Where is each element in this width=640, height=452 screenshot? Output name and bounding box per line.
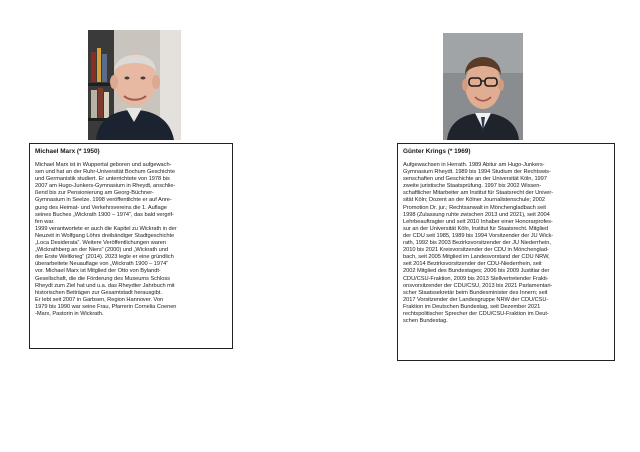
portrait-guenter-krings — [443, 33, 523, 140]
bio-line: 1998 (Zulassung ruhte zwischen 2013 und 2021), seit 2004 — [403, 211, 550, 218]
bio-line: Michael Marx ist in Wuppertal geboren und aufgewach- — [35, 162, 172, 168]
bio-line: seit 2014 Bezirksvorsitzender der CDU-Niederrhein, seit — [403, 261, 542, 268]
bio-line: Er lebt seit 2007 in Garbsen, Region Hannover. Von — [35, 296, 164, 303]
bio-text — [403, 162, 609, 325]
bio-line: der Erste Weltkrieg“ (2014). 2023 legte er eine gründlich — [35, 254, 174, 261]
bio-line: CDU/CSU-Fraktion, 2009 bis 2013 Stellvertretender Frakti- — [403, 275, 549, 282]
bio-line: senschaften und Geschichte an der Universität Köln, 1997 — [403, 176, 547, 183]
bio-line: 2007 am Hugo-Junkers-Gymnasium in Rheydt, anschlie- — [35, 183, 176, 190]
bio-line: bach, seit 2005 Mitglied im Landesvorstand der CDU NRW, — [403, 254, 550, 261]
bio-line: und Germanistik studiert. Er unterrichtete von 1978 bis — [35, 176, 170, 183]
bio-card-guenter-krings — [397, 143, 615, 361]
bio-line: seines Buches „Wickrath 1900 – 1974“, das bald vergrif- — [35, 211, 174, 218]
bio-line: Fraktion im Deutschen Bundestag, seit Dezember 2021 — [403, 303, 541, 310]
bio-line: ßend bis zur Pensionierung am Georg-Büchner- — [35, 190, 154, 197]
bio-line: onsvorsitzender der CDU/CSU, 2013 bis 2021 Parlamentari- — [403, 282, 553, 289]
bio-line: Lehrbeauftragter und seit 2010 Inhaber einer Honorarprofes- — [403, 218, 553, 225]
bio-line: Gesellschaft, die die Förderung des Museums Schloss — [35, 275, 170, 282]
bio-line: sen und hat an der Ruhr-Universität Bochum Geschichte — [35, 169, 175, 176]
bio-line: rechtspolitischer Sprecher der CDU/CSU-Fraktion im Deut- — [403, 310, 549, 317]
bio-title: Michael Marx (* 1950) — [35, 148, 100, 155]
bio-text — [35, 162, 227, 318]
bio-line: Aufgewachsen in Herrath. 1989 Abitur am Hugo-Junkers- — [403, 162, 545, 168]
bio-line: 2010 bis 2021 Kreisvorsitzender der CDU in Mönchenglad- — [403, 247, 549, 254]
bio-line: 2017 Vorsitzender der Landesgruppe NRW der CDU/CSU- — [403, 296, 549, 303]
portrait-michael-marx — [88, 30, 181, 140]
bio-line: gung des Heimat- und Verkehrsvereins die 1. Auflage — [35, 204, 167, 211]
bio-line: 1979 bis 1990 war seine Frau, Pfarrerin Cornelia Coenen — [35, 303, 177, 310]
bio-line: schaftlicher Mitarbeiter am Institut für Staatsrecht der Univer- — [403, 190, 554, 197]
bio-line: historischen Beiträgen zur Gesamtstadt herausgibt. — [35, 289, 162, 296]
bio-line: scher Staatssekretär beim Bundesminister des Innern; seit — [403, 289, 548, 296]
person-portrait-icon — [88, 30, 181, 140]
bio-line: sität Köln; Dozent an der Kölner Journalistenschule; 2002 — [403, 197, 545, 204]
bio-line: 1999 verantwortete er auch die Kapitel zu Wickrath in der — [35, 225, 177, 232]
bio-line: fen war. — [35, 218, 55, 225]
bio-line: Neuzeit in Wolfgang Löhrs dreibändiger Stadtgeschichte — [35, 232, 175, 239]
bio-line: zweite juristische Staatsprüfung. 1997 bis 2002 Wissen- — [403, 183, 542, 190]
bio-line: Gymnasium Rheydt. 1989 bis 1994 Studium der Rechtswis- — [403, 169, 551, 176]
bio-line: überarbeitete Neuauflage von „Wickrath 1900 – 1974“ — [35, 261, 169, 268]
bio-line: sur an der Universität Köln, Institut für Staatsrecht. Mitglied — [403, 225, 549, 232]
bio-line: „Wickrathberg an der Niers“ (2000) und „Wickrath und — [35, 247, 169, 254]
bio-line: rath, 1992 bis 2003 Bezirksvorsitzender der JU Niederrhein, — [403, 240, 551, 247]
bio-line: Rheydt zum Ziel hat und u.a. das Rheydter Jahrbuch mit — [35, 282, 175, 289]
bio-line: 2002 Mitglied des Bundestages; 2006 bis 2009 Justitiar der — [403, 268, 550, 275]
bio-line: Promotion Dr. jur.; Rechtsanwalt in Mönchengladbach seit — [403, 204, 546, 211]
bio-line: schen Bundestag. — [403, 318, 448, 325]
bio-line: vor. Michael Marx ist Mitglied der Otto von Bylandt- — [35, 268, 161, 275]
bio-line: Gymnasium in Seelze. 1998 veröffentlichte er auf Anre- — [35, 197, 172, 204]
bio-line: -Marx, Pastorin in Wickrath. — [35, 310, 104, 317]
bio-card-michael-marx — [29, 143, 233, 349]
bio-title: Günter Krings (* 1969) — [403, 148, 471, 155]
bio-line: „Loca Desiderata“. Weitere Veröffentlichungen waren — [35, 240, 166, 247]
bio-line: der CDU seit 1985, 1989 bis 1994 Vorsitzender der JU Wick- — [403, 232, 554, 239]
person-portrait-icon — [443, 33, 523, 140]
